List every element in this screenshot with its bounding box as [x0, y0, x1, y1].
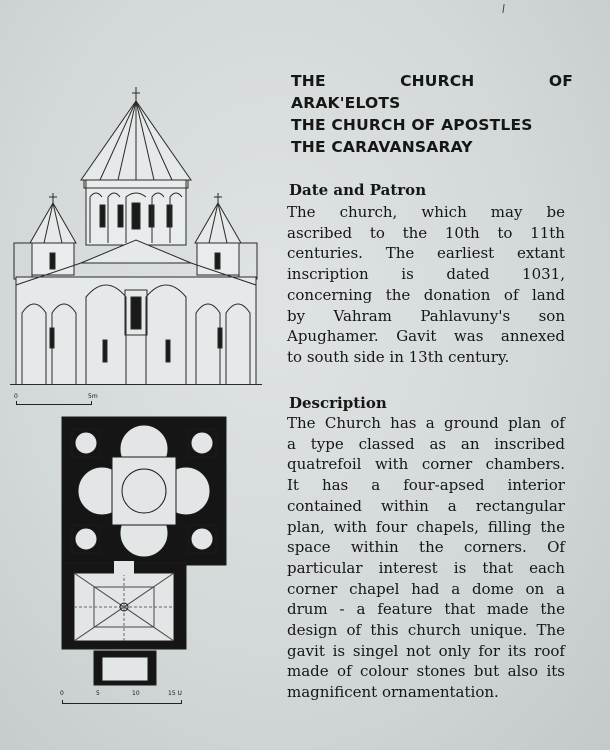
plan-scale [60, 690, 190, 710]
plan-scale-label: 10 [132, 690, 140, 697]
text-line: particular interest is that each [287, 558, 565, 577]
text-line: Apughamer. Gavit was annexed [287, 327, 565, 346]
text-line: a type classed as an inscribed [287, 434, 565, 453]
text-line: The Church has a ground plan of [287, 414, 565, 432]
plan-scale-label: 0 [60, 690, 64, 697]
elevation-scale-zero: 0 [14, 393, 18, 400]
text-line: ascribed to the 10th to 11th [287, 223, 565, 242]
page-title [291, 70, 573, 158]
text-line: contained within a rectangular [287, 496, 565, 515]
elevation-scale [14, 393, 98, 409]
text-line: quatrefoil with corner chambers. [287, 455, 565, 474]
church-elevation-drawing [8, 85, 264, 385]
text-line: It has a four-apsed interior [287, 476, 565, 495]
stray-mark [502, 4, 504, 13]
description-text [287, 413, 565, 703]
title-line-2: ARAK'ELOTS [291, 94, 401, 112]
text-line: made of colour stones but also its [287, 662, 565, 681]
description-heading: Description [289, 394, 387, 412]
title-line-1 [291, 70, 573, 92]
text-line: magnificent ornamentation. [287, 683, 499, 702]
text-line: inscription is dated 1031, [287, 265, 565, 284]
text-line: plan, with four chapels, filling the [287, 517, 565, 536]
title-line-4: THE CARAVANSARAY [291, 138, 473, 156]
text-line: by Vahram Pahlavuny's son [287, 306, 565, 325]
date-patron-heading: Date and Patron [289, 181, 427, 199]
title-word: THE [291, 72, 326, 90]
text-line: centuries. The earliest extant [287, 244, 565, 263]
text-line: design of this church unique. The [287, 621, 565, 640]
text-line: gavit is singel not only for its roof [287, 641, 565, 660]
title-word: OF [548, 72, 573, 90]
date-patron-text [287, 202, 565, 368]
church-floor-plan [58, 415, 230, 687]
plan-scale-label: 15 Ս [168, 690, 182, 697]
text-line: The church, which may be [287, 203, 565, 221]
text-line: concerning the donation of land [287, 285, 565, 304]
title-line-3: THE CHURCH OF APOSTLES [291, 116, 533, 134]
plan-scale-label: 5 [96, 690, 100, 697]
text-line: to south side in 13th century. [287, 347, 510, 366]
text-line: corner chapel had a dome on a [287, 579, 565, 598]
elevation-scale-end: 5m [88, 393, 98, 400]
text-line: space within the corners. Of [287, 538, 565, 557]
text-line: drum - a feature that made the [287, 600, 565, 619]
title-word: CHURCH [400, 72, 475, 90]
